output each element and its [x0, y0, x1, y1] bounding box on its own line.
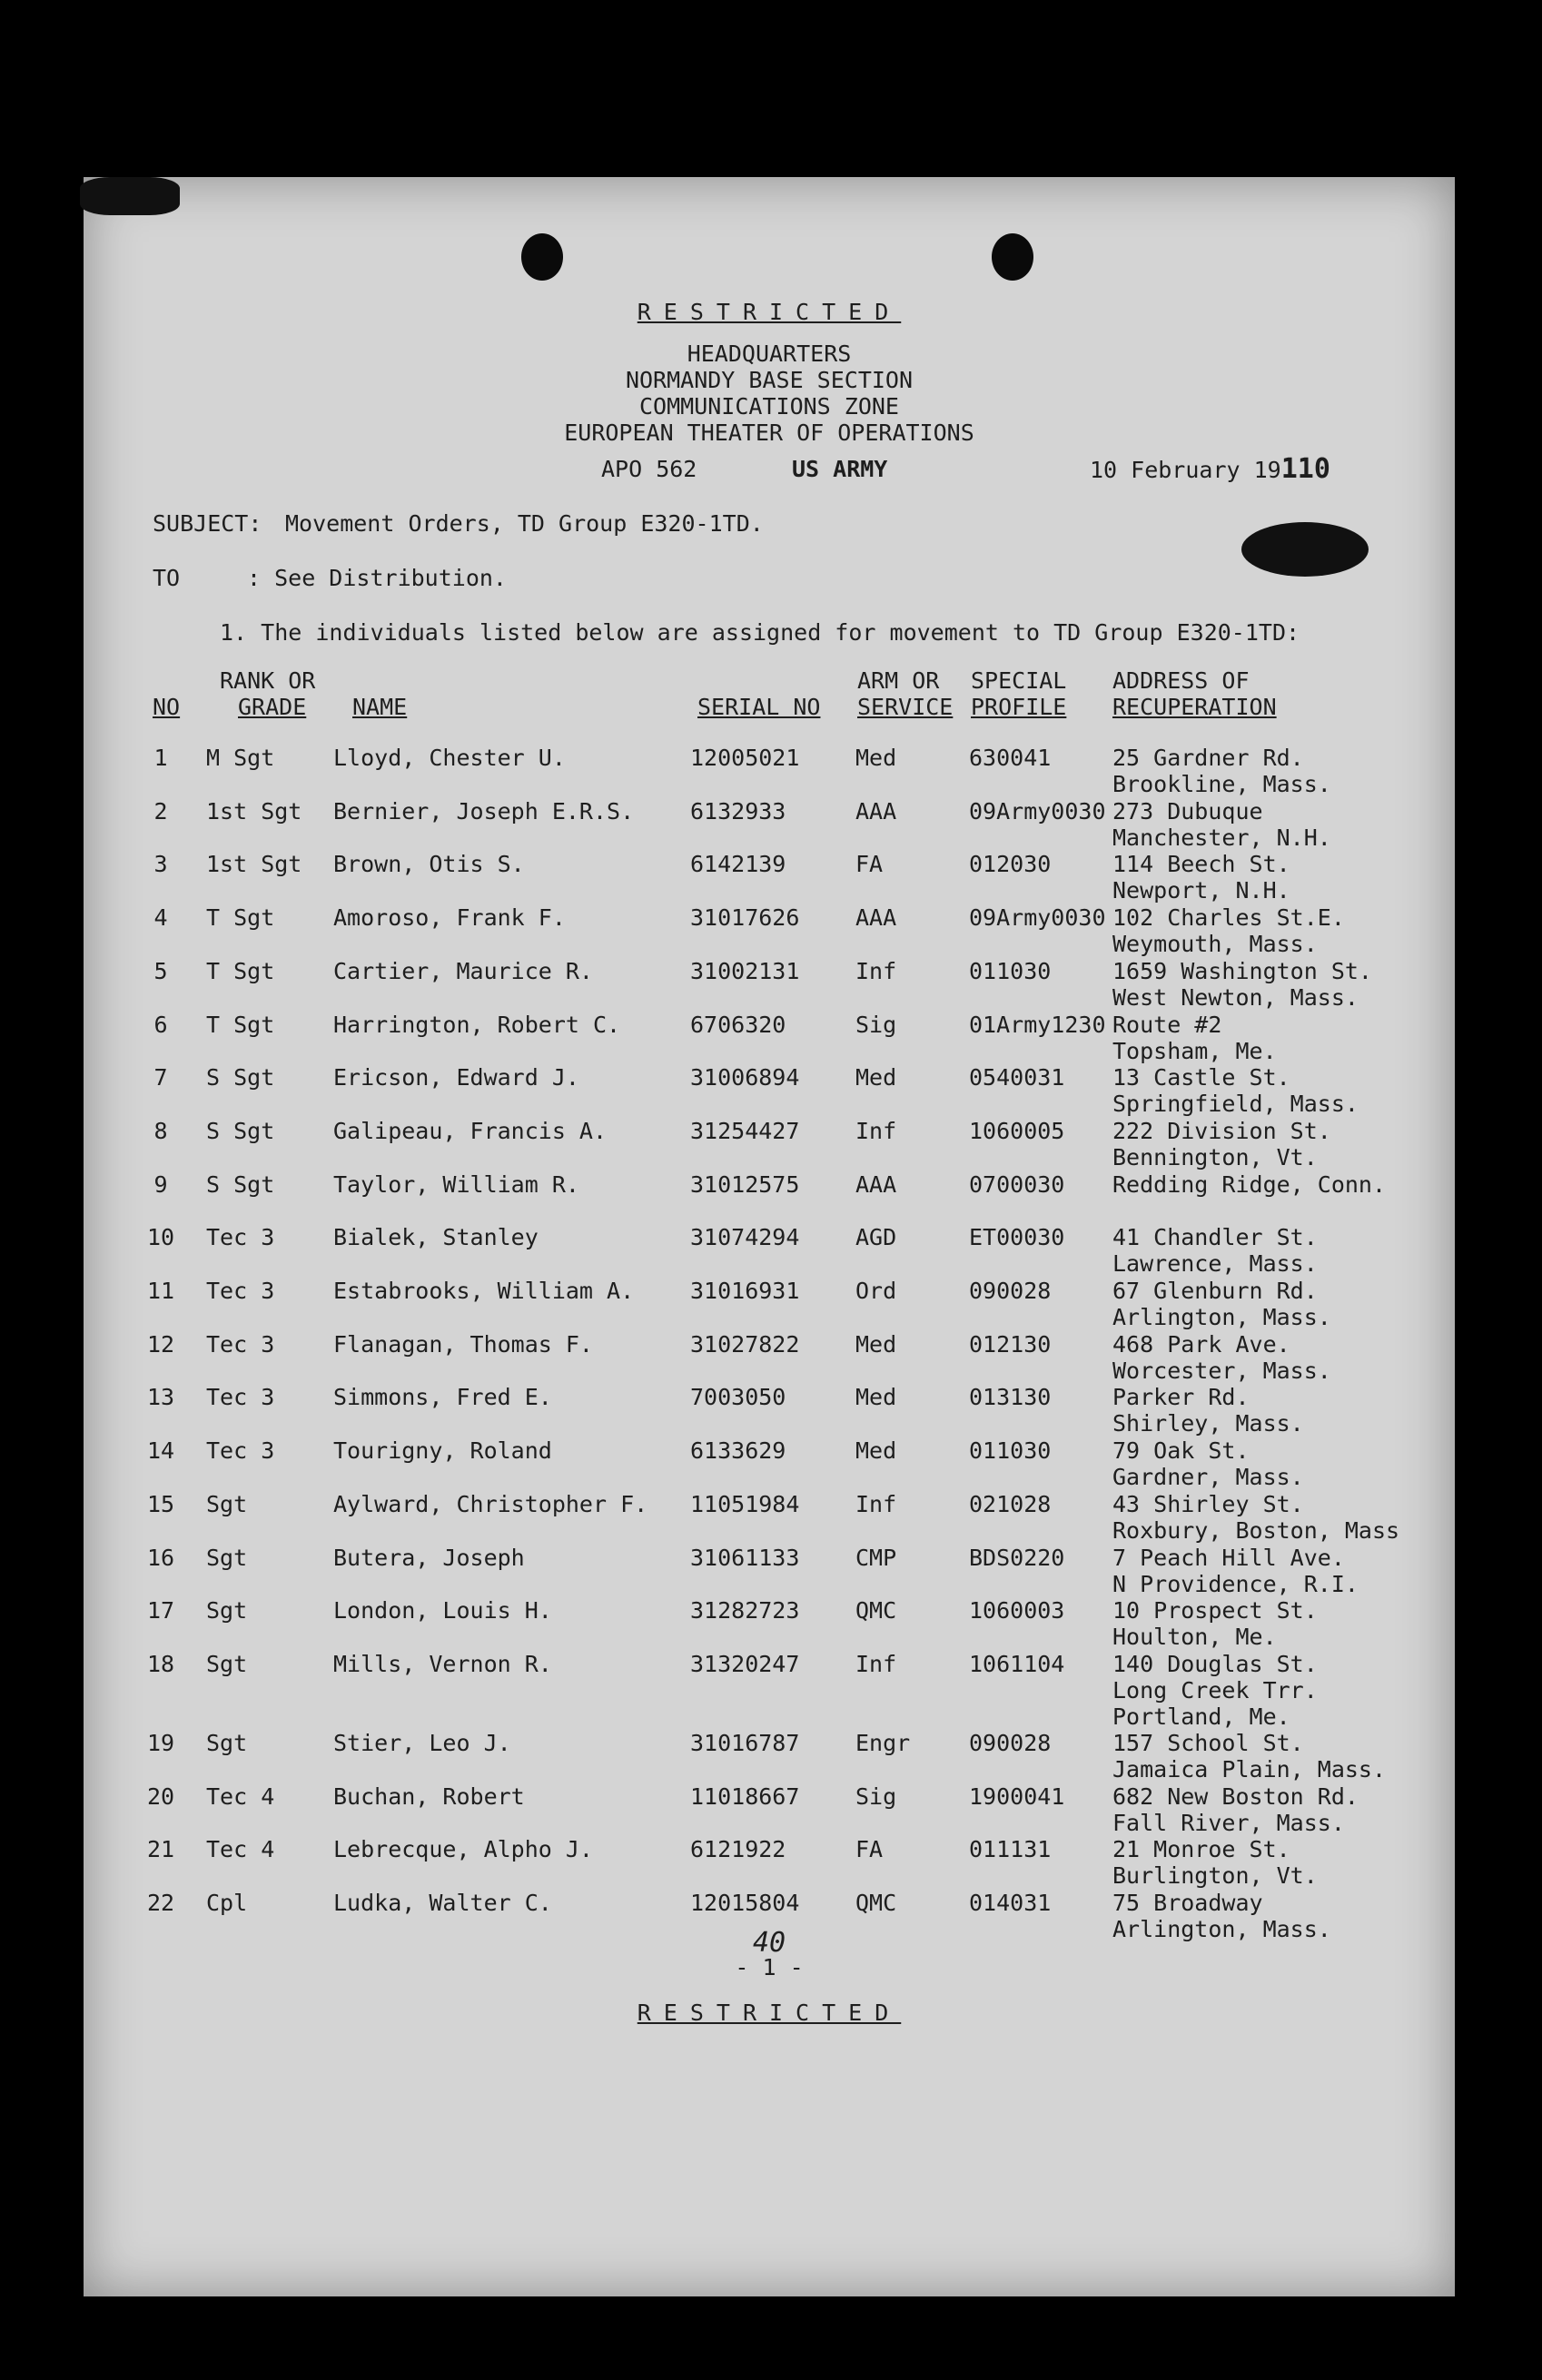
row-serial: 31027822	[690, 1330, 800, 1358]
row-grade: S Sgt	[206, 1064, 275, 1091]
row-arm: AAA	[855, 904, 897, 932]
row-profile: 09Army0030	[969, 797, 1106, 825]
table-row	[84, 904, 1455, 957]
row-address-line: Worcester, Mass.	[1112, 1357, 1331, 1384]
row-name: London, Louis H.	[333, 1597, 552, 1625]
col-header-arm-1: ARM OR	[857, 667, 940, 694]
row-number: 1	[153, 745, 168, 771]
table-row	[84, 1224, 1455, 1277]
row-profile: 01Army1230	[969, 1011, 1106, 1038]
ink-smudge	[80, 177, 180, 215]
row-number: 13	[146, 1384, 175, 1411]
letterhead-line: EUROPEAN THEATER OF OPERATIONS	[564, 420, 974, 446]
to-value: : See Distribution.	[247, 565, 507, 591]
row-grade: Tec 3	[206, 1278, 275, 1304]
row-name: Mills, Vernon R.	[333, 1650, 552, 1677]
row-name: Aylward, Christopher F.	[333, 1490, 648, 1517]
col-header-name: NAME	[352, 694, 408, 720]
row-address-line: 75 Broadway	[1112, 1890, 1263, 1916]
table-row	[84, 1491, 1455, 1544]
row-number: 17	[146, 1597, 175, 1625]
row-grade: T Sgt	[206, 904, 275, 932]
row-serial: 31061133	[690, 1544, 800, 1571]
row-address-line: 682 New Boston Rd.	[1112, 1783, 1359, 1810]
row-profile: 011030	[969, 1437, 1052, 1465]
row-number: 16	[146, 1544, 175, 1571]
row-number: 19	[146, 1729, 175, 1756]
table-row	[84, 1012, 1455, 1064]
row-number: 5	[153, 957, 168, 984]
row-profile: 1061104	[969, 1650, 1065, 1677]
table-row	[84, 851, 1455, 904]
row-number: 22	[146, 1890, 175, 1916]
row-serial: 7003050	[690, 1384, 786, 1411]
row-serial: 6706320	[690, 1011, 786, 1038]
row-name: Butera, Joseph	[333, 1544, 525, 1571]
row-arm: Ord	[855, 1278, 897, 1304]
row-name: Stier, Leo J.	[333, 1729, 511, 1756]
classification-top: RESTRICTED	[637, 299, 902, 325]
row-address-line: Long Creek Trr.	[1112, 1676, 1318, 1704]
row-name: Taylor, William R.	[333, 1170, 579, 1198]
row-number: 20	[146, 1783, 175, 1810]
row-number: 6	[153, 1011, 168, 1038]
row-address-line: Topsham, Me.	[1112, 1037, 1277, 1064]
row-address-line: 222 Division St.	[1112, 1117, 1331, 1144]
row-arm: Inf	[855, 1650, 897, 1677]
row-serial: 31016931	[690, 1278, 800, 1304]
col-header-address-1: ADDRESS OF	[1112, 667, 1250, 694]
row-name: Lloyd, Chester U.	[333, 745, 566, 771]
punch-hole	[521, 233, 563, 281]
row-address-line: Redding Ridge, Conn.	[1112, 1170, 1387, 1198]
row-arm: Med	[855, 1064, 897, 1091]
row-name: Brown, Otis S.	[333, 851, 525, 878]
row-grade: S Sgt	[206, 1117, 275, 1144]
letterhead-line: COMMUNICATIONS ZONE	[639, 393, 899, 420]
row-profile: 090028	[969, 1729, 1052, 1756]
row-grade: Sgt	[206, 1490, 248, 1517]
table-row	[84, 1836, 1455, 1889]
letterhead-line: NORMANDY BASE SECTION	[625, 367, 914, 393]
row-address-line: Brookline, Mass.	[1112, 771, 1331, 797]
row-grade: T Sgt	[206, 1011, 275, 1038]
row-grade: 1st Sgt	[206, 797, 302, 825]
row-address-line: Burlington, Vt.	[1112, 1862, 1318, 1890]
letterhead-line: HEADQUARTERS	[687, 341, 852, 367]
row-address-line: Arlington, Mass.	[1112, 1304, 1331, 1330]
row-serial: 12005021	[690, 745, 800, 771]
row-address-line: 1659 Washington St.	[1112, 957, 1372, 984]
page-number: - 1 -	[735, 1954, 804, 1980]
row-grade: Cpl	[206, 1890, 248, 1916]
row-serial: 31282723	[690, 1597, 800, 1625]
row-serial: 12015804	[690, 1890, 800, 1916]
row-address-line: West Newton, Mass.	[1112, 983, 1359, 1011]
us-army-stamp: US ARMY	[792, 456, 888, 482]
row-profile: 011131	[969, 1836, 1052, 1863]
row-arm: Sig	[855, 1783, 897, 1810]
table-row	[84, 1331, 1455, 1384]
row-number: 14	[146, 1437, 175, 1465]
row-address-line: 7 Peach Hill Ave.	[1112, 1544, 1345, 1571]
row-serial: 11051984	[690, 1490, 800, 1517]
row-arm: QMC	[855, 1890, 897, 1916]
row-name: Tourigny, Roland	[333, 1437, 552, 1465]
row-grade: Tec 3	[206, 1330, 275, 1358]
row-grade: S Sgt	[206, 1170, 275, 1198]
row-number: 10	[146, 1224, 175, 1251]
row-grade: T Sgt	[206, 957, 275, 984]
row-profile: 012130	[969, 1330, 1052, 1358]
classification-bottom: RESTRICTED	[637, 2000, 902, 2026]
row-serial: 6121922	[690, 1836, 786, 1863]
row-profile: 090028	[969, 1278, 1052, 1304]
row-address-line: 468 Park Ave.	[1112, 1330, 1290, 1358]
table-row	[84, 958, 1455, 1011]
row-serial: 11018667	[690, 1783, 800, 1810]
row-address-line: Portland, Me.	[1112, 1703, 1290, 1730]
row-arm: CMP	[855, 1544, 897, 1571]
row-address-line: 79 Oak St.	[1112, 1437, 1250, 1465]
row-arm: Inf	[855, 957, 897, 984]
row-profile: 013130	[969, 1384, 1052, 1411]
row-name: Bernier, Joseph E.R.S.	[333, 797, 635, 825]
row-profile: 0700030	[969, 1170, 1065, 1198]
row-address-line: Weymouth, Mass.	[1112, 931, 1318, 958]
subject-value: Movement Orders, TD Group E320-1TD.	[285, 510, 764, 537]
row-arm: FA	[855, 851, 884, 878]
row-number: 9	[153, 1170, 168, 1198]
row-serial: 6133629	[690, 1437, 786, 1465]
row-address-line: Manchester, N.H.	[1112, 824, 1331, 851]
row-address-line: Springfield, Mass.	[1112, 1091, 1359, 1118]
row-arm: QMC	[855, 1597, 897, 1625]
table-row	[84, 1597, 1455, 1650]
apo-number: APO 562	[601, 456, 697, 482]
date-text: 10 February 19	[1090, 457, 1281, 483]
row-address-line: 273 Dubuque	[1112, 797, 1263, 825]
row-serial: 6132933	[690, 797, 786, 825]
row-address-line: 114 Beech St.	[1112, 851, 1290, 878]
table-row	[84, 1278, 1455, 1330]
row-number: 7	[153, 1064, 168, 1091]
ink-smudge	[1241, 522, 1369, 577]
row-number: 8	[153, 1117, 168, 1144]
row-number: 3	[153, 851, 168, 878]
row-name: Amoroso, Frank F.	[333, 904, 566, 932]
row-grade: 1st Sgt	[206, 851, 302, 878]
document-date	[1090, 453, 1330, 485]
date-stamp: 110	[1280, 453, 1330, 485]
row-address-line: Fall River, Mass.	[1112, 1809, 1345, 1836]
row-serial: 31254427	[690, 1117, 800, 1144]
to-label: TO	[153, 565, 181, 591]
row-arm: Med	[855, 1384, 897, 1411]
row-number: 15	[146, 1490, 175, 1517]
row-name: Ludka, Walter C.	[333, 1890, 552, 1916]
row-address-line: Arlington, Mass.	[1112, 1916, 1331, 1942]
row-arm: Engr	[855, 1729, 911, 1756]
row-serial: 31002131	[690, 957, 800, 984]
row-arm: Med	[855, 1330, 897, 1358]
row-profile: 09Army0030	[969, 904, 1106, 932]
table-row	[84, 1730, 1455, 1783]
col-header-arm-2: SERVICE	[857, 694, 954, 720]
table-row	[84, 1437, 1455, 1490]
row-grade: Tec 4	[206, 1836, 275, 1863]
row-profile: 630041	[969, 745, 1052, 771]
table-row	[84, 798, 1455, 851]
row-arm: Med	[855, 745, 897, 771]
row-grade: Sgt	[206, 1544, 248, 1571]
row-name: Buchan, Robert	[333, 1783, 525, 1810]
paragraph-1: 1. The individuals listed below are assigned for movement to TD Group E320-1TD:	[220, 619, 1300, 646]
row-address-line: 157 School St.	[1112, 1729, 1304, 1756]
row-number: 11	[146, 1278, 175, 1304]
row-serial: 31012575	[690, 1170, 800, 1198]
row-profile: 0540031	[969, 1064, 1065, 1091]
row-grade: Tec 4	[206, 1783, 275, 1810]
row-address-line: Lawrence, Mass.	[1112, 1250, 1318, 1278]
table-row	[84, 1171, 1455, 1224]
row-address-line: 140 Douglas St.	[1112, 1650, 1318, 1677]
row-address-line: Route #2	[1112, 1011, 1222, 1038]
table-row	[84, 1650, 1455, 1730]
row-profile: 1900041	[969, 1783, 1065, 1810]
row-profile: ET00030	[969, 1224, 1065, 1251]
row-address-line: Parker Rd.	[1112, 1384, 1250, 1411]
row-grade: Sgt	[206, 1650, 248, 1677]
row-address-line: 21 Monroe St.	[1112, 1836, 1290, 1863]
letterhead	[84, 341, 1455, 446]
row-grade: M Sgt	[206, 745, 275, 771]
row-profile: BDS0220	[969, 1544, 1065, 1571]
row-address-line: Gardner, Mass.	[1112, 1464, 1304, 1491]
row-address-line: 13 Castle St.	[1112, 1064, 1290, 1091]
row-name: Lebrecque, Alpho J.	[333, 1836, 593, 1863]
col-header-profile-2: PROFILE	[971, 694, 1067, 720]
col-header-profile-1: SPECIAL	[971, 667, 1067, 694]
row-serial: 31006894	[690, 1064, 800, 1091]
row-profile: 011030	[969, 957, 1052, 984]
row-number: 18	[146, 1650, 175, 1677]
col-header-address-2: RECUPERATION	[1112, 694, 1277, 720]
punch-hole	[992, 233, 1033, 281]
row-address-line: 67 Glenburn Rd.	[1112, 1278, 1318, 1304]
table-row	[84, 1783, 1455, 1836]
row-name: Bialek, Stanley	[333, 1224, 539, 1251]
row-name: Harrington, Robert C.	[333, 1011, 621, 1038]
row-address-line: 10 Prospect St.	[1112, 1597, 1318, 1625]
row-serial: 31320247	[690, 1650, 800, 1677]
row-name: Flanagan, Thomas F.	[333, 1330, 593, 1358]
table-row	[84, 1384, 1455, 1437]
row-number: 12	[146, 1330, 175, 1358]
row-address-line: Houlton, Me.	[1112, 1624, 1277, 1651]
row-address-line: 25 Gardner Rd.	[1112, 745, 1304, 771]
row-arm: Sig	[855, 1011, 897, 1038]
document-page	[84, 177, 1455, 2296]
row-name: Estabrooks, William A.	[333, 1278, 635, 1304]
row-address-line: N Providence, R.I.	[1112, 1570, 1359, 1597]
row-arm: Inf	[855, 1117, 897, 1144]
row-address-line: 102 Charles St.E.	[1112, 904, 1345, 932]
handwritten-page-count: 40	[752, 1927, 786, 1959]
row-name: Galipeau, Francis A.	[333, 1117, 608, 1144]
row-address-line: Newport, N.H.	[1112, 877, 1290, 904]
row-arm: Inf	[855, 1490, 897, 1517]
row-grade: Tec 3	[206, 1224, 275, 1251]
row-arm: Med	[855, 1437, 897, 1465]
row-address-line: 41 Chandler St.	[1112, 1224, 1318, 1251]
row-profile: 012030	[969, 851, 1052, 878]
row-profile: 014031	[969, 1890, 1052, 1916]
table-row	[84, 1545, 1455, 1597]
row-name: Simmons, Fred E.	[333, 1384, 552, 1411]
row-grade: Tec 3	[206, 1384, 275, 1411]
row-arm: AGD	[855, 1224, 897, 1251]
row-number: 4	[153, 904, 168, 932]
row-profile: 021028	[969, 1490, 1052, 1517]
row-grade: Sgt	[206, 1597, 248, 1625]
col-header-serial: SERIAL NO	[697, 694, 821, 720]
col-header-grade-1: RANK OR	[220, 667, 316, 694]
row-address-line: 43 Shirley St.	[1112, 1490, 1304, 1517]
table-row	[84, 1064, 1455, 1117]
row-number: 21	[146, 1836, 175, 1863]
table-row	[84, 1118, 1455, 1170]
row-arm: AAA	[855, 797, 897, 825]
row-profile: 1060003	[969, 1597, 1065, 1625]
row-serial: 31016787	[690, 1729, 800, 1756]
row-serial: 31074294	[690, 1224, 800, 1251]
row-address-line: Bennington, Vt.	[1112, 1143, 1318, 1170]
row-name: Ericson, Edward J.	[333, 1064, 579, 1091]
row-number: 2	[153, 797, 168, 825]
row-address-line: Shirley, Mass.	[1112, 1410, 1304, 1437]
col-header-no: NO	[153, 694, 181, 720]
table-row	[84, 745, 1455, 797]
row-address-line: Jamaica Plain, Mass.	[1112, 1755, 1387, 1783]
row-arm: FA	[855, 1836, 884, 1863]
row-grade: Sgt	[206, 1729, 248, 1756]
subject-label: SUBJECT:	[153, 510, 262, 537]
row-grade: Tec 3	[206, 1437, 275, 1465]
row-name: Cartier, Maurice R.	[333, 957, 593, 984]
row-serial: 6142139	[690, 851, 786, 878]
row-serial: 31017626	[690, 904, 800, 932]
row-arm: AAA	[855, 1170, 897, 1198]
col-header-grade-2: GRADE	[238, 694, 307, 720]
row-address-line: Roxbury, Boston, Mass	[1112, 1516, 1400, 1544]
row-profile: 1060005	[969, 1117, 1065, 1144]
